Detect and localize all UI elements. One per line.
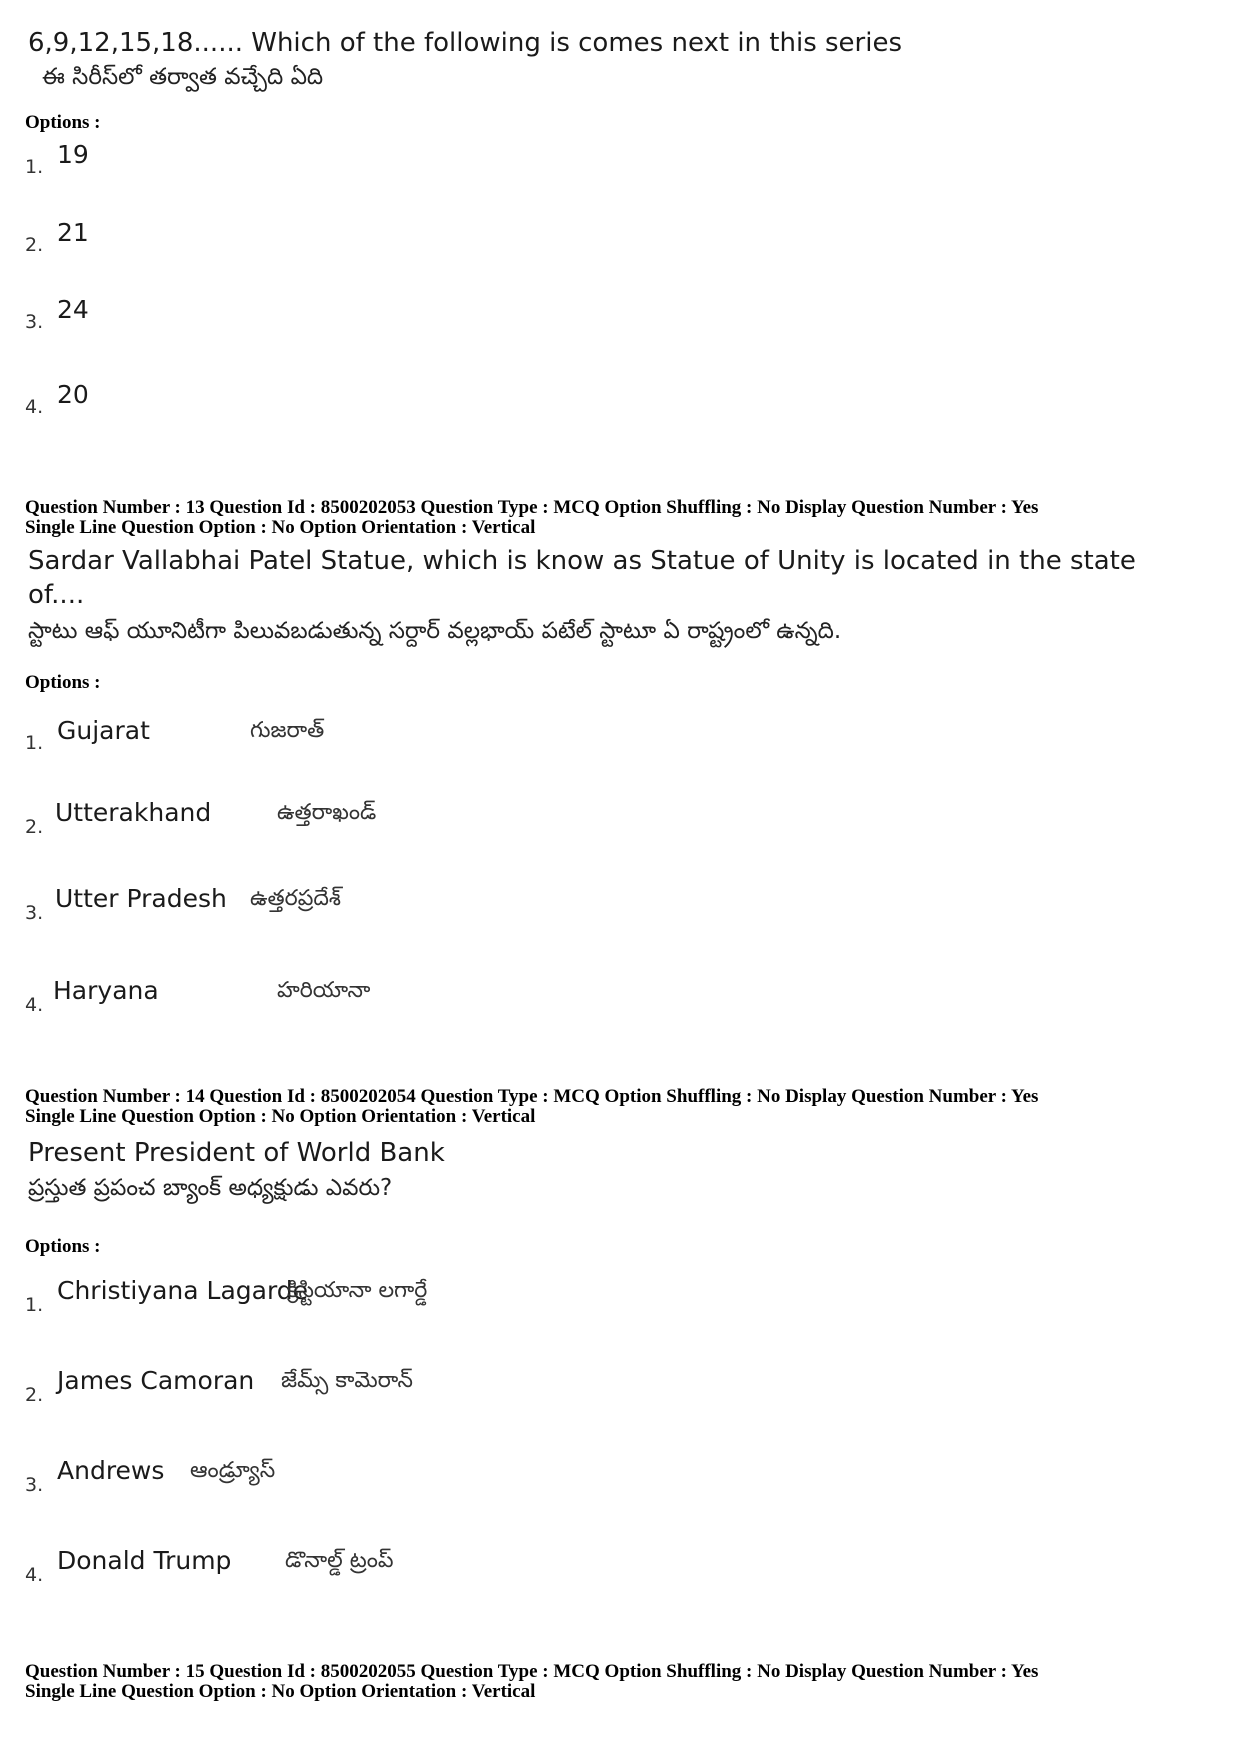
q12-question-text-en: 6,9,12,15,18...... Which of the following is comes next in this series (28, 28, 903, 58)
option-text-en: Gujarat (57, 716, 150, 745)
q14-question-text-en: Present President of World Bank (28, 1138, 445, 1168)
option-number: 1. (25, 1294, 44, 1316)
option-text-en: Utterakhand (55, 798, 212, 827)
option-text-te: ఉత్తరాఖండ్ (277, 800, 377, 825)
option-number: 2. (25, 1384, 44, 1406)
option-text: 24 (57, 295, 89, 324)
option-text-te: గుజరాత్ (250, 718, 325, 743)
option-text-te: క్రిస్టియానా లగార్డే (287, 1278, 428, 1303)
option-number: 4. (25, 396, 44, 418)
q13-meta-line-2: Single Line Question Option : No Option Orientation : Vertical (25, 517, 536, 538)
q12-question-text-te: ఈ సిరీస్‌లో తర్వాత వచ్చేది ఏది (42, 64, 324, 90)
q15-meta-line-1: Question Number : 15 Question Id : 8500202055 Question Type : MCQ Option Shuffling : No Display Question Number : Yes (25, 1661, 1039, 1682)
q13-options-label: Options : (25, 672, 101, 693)
option-number: 2. (25, 816, 44, 838)
q12-options-label: Options : (25, 112, 101, 133)
option-text-te: డొనాల్డ్ ట్రంప్ (285, 1548, 394, 1573)
option-number: 1. (25, 156, 44, 178)
option-text-te: హరియానా (277, 978, 371, 1003)
option-text-en: Donald Trump (57, 1546, 232, 1575)
q14-options-label: Options : (25, 1236, 101, 1257)
option-text-en: James Camoran (57, 1366, 255, 1395)
option-number: 1. (25, 732, 44, 754)
option-text: 21 (57, 218, 89, 247)
option-text: 20 (57, 380, 89, 409)
option-number: 3. (25, 1474, 44, 1496)
option-text-te: జేమ్స్ కామెరాన్ (281, 1368, 413, 1393)
q13-meta-line-1: Question Number : 13 Question Id : 8500202053 Question Type : MCQ Option Shuffling : No Display Question Number : Yes (25, 497, 1039, 518)
option-text-te: ఉత్తరప్రదేశ్ (250, 886, 341, 911)
q13-question-text-en-1: Sardar Vallabhai Patel Statue, which is know as Statue of Unity is located in the state (28, 546, 1136, 576)
q14-meta-line-1: Question Number : 14 Question Id : 8500202054 Question Type : MCQ Option Shuffling : No Display Question Number : Yes (25, 1086, 1039, 1107)
option-text-te: ఆండ్ర్యూస్ (190, 1458, 276, 1483)
option-number: 3. (25, 311, 44, 333)
q13-question-text-te: స్టాటు ఆఫ్ యూనిటీగా పిలువబడుతున్న సర్దార్ వల్లభాయ్ పటేల్ స్టాటూ ఏ రాష్ట్రంలో ఉన్నది. (28, 618, 842, 644)
q15-meta-line-2: Single Line Question Option : No Option Orientation : Vertical (25, 1681, 536, 1702)
option-text-en: Andrews (57, 1456, 165, 1485)
option-text-en: Haryana (53, 976, 159, 1005)
option-number: 2. (25, 234, 44, 256)
q13-question-text-en-2: of.... (28, 580, 85, 610)
option-number: 3. (25, 902, 44, 924)
option-text-en: Utter Pradesh (55, 884, 227, 913)
option-number: 4. (25, 994, 44, 1016)
q14-question-text-te: ప్రస్తుత ప్రపంచ బ్యాంక్ అధ్యక్షుడు ఎవరు? (28, 1175, 393, 1201)
q14-meta-line-2: Single Line Question Option : No Option Orientation : Vertical (25, 1106, 536, 1127)
option-text: 19 (57, 140, 89, 169)
option-text-en: Christiyana Lagarde (57, 1276, 309, 1305)
option-number: 4. (25, 1564, 44, 1586)
